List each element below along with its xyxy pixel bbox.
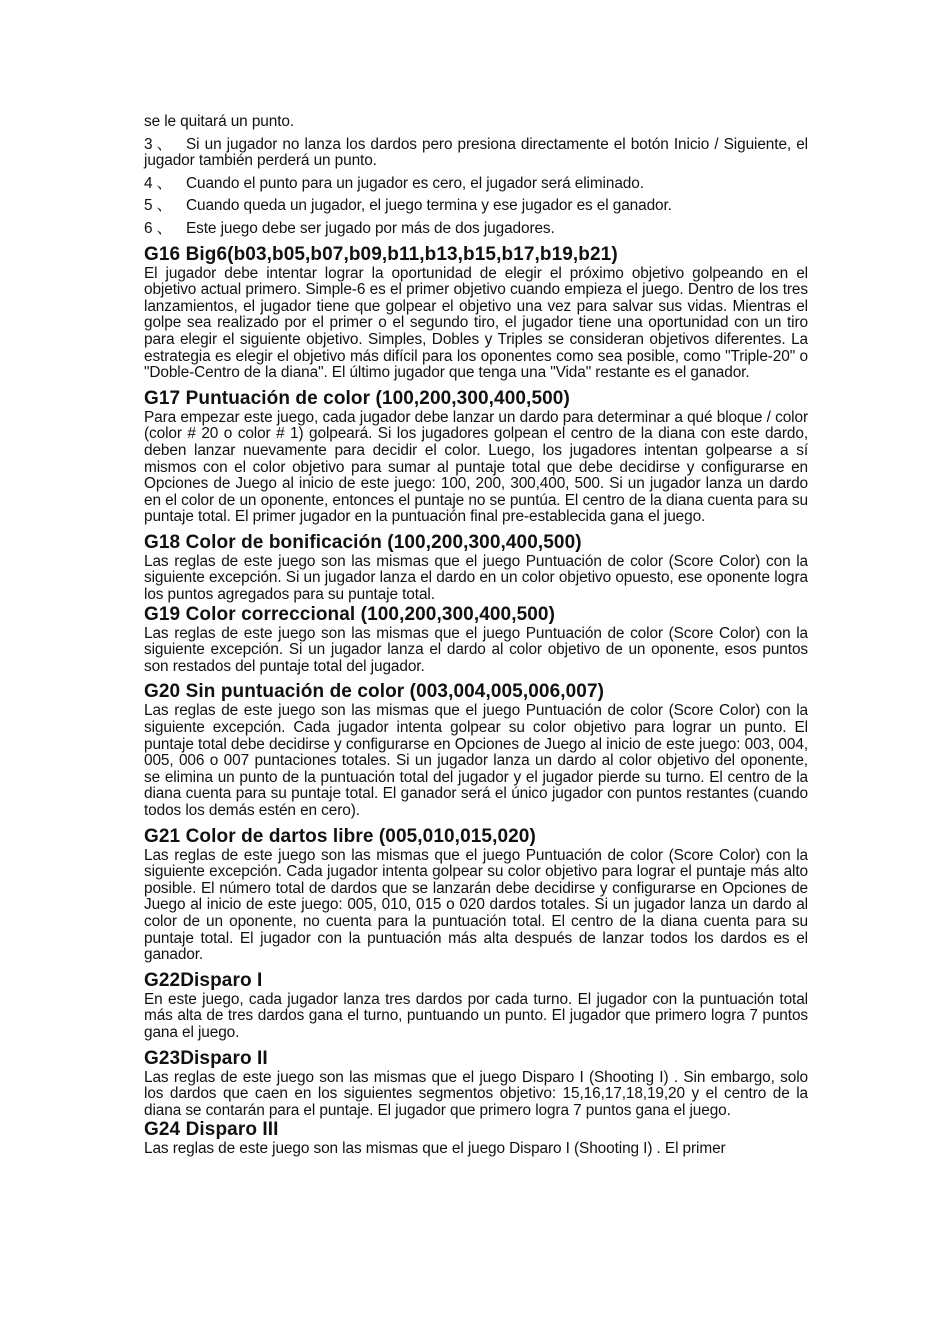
section-body-g18: Las reglas de este juego son las mismas que el juego Puntuación de color (Score Color) con la siguiente excepción. Si un jugador lanza el dardo en un color objetivo opuesto, ese oponente logra los puntos agregados para su puntaje total. — [144, 552, 808, 604]
list-text: Cuando queda un jugador, el juego termina y ese jugador es el ganador. — [186, 197, 672, 215]
list-item-6 — [144, 221, 808, 238]
list-item-5 — [144, 198, 808, 215]
section-heading-g17: G17 Puntuación de color (100,200,300,400,500) — [144, 387, 570, 409]
section-heading-g23: G23Disparo II — [144, 1047, 268, 1069]
list-text: Cuando el punto para un jugador es cero, el jugador será eliminado. — [186, 174, 644, 192]
section-body-g20: Las reglas de este juego son las mismas que el juego Puntuación de color (Score Color) con la siguiente excepción. Cada jugador intenta golpear su color objetivo para lograr un punto. El puntaje total debe decidirse y configurarse en Opciones de Juego al inicio de este juego: 003, 004, 005, 006 o 007 puntaciones totales. Si un jugador lanza un dardo al color objetivo del oponente, se elimina un punto de la puntuación total del jugador y el jugador pierde su turno. El centro de la diana cuenta para su puntaje total. El ganador será el único jugador con puntos restantes (cuando todos los demás estén en cero). — [144, 702, 808, 819]
list-number: 6 、 — [144, 219, 172, 237]
list-number: 4 、 — [144, 174, 172, 192]
section-heading-g21: G21 Color de dartos libre (005,010,015,020) — [144, 825, 536, 847]
section-body-g22: En este juego, cada jugador lanza tres dardos por cada turno. El jugador con la puntuación total más alta de tres dardos gana el turno, puntuando un punto. El jugador que primero logra 7 puntos gana el juego. — [144, 990, 808, 1041]
section-heading-g18: G18 Color de bonificación (100,200,300,400,500) — [144, 531, 582, 553]
section-body-g23: Las reglas de este juego son las mismas que el juego Disparo I (Shooting I) . Sin embargo, solo los dardos que caen en los siguientes segmentos objetivo: 15,16,17,18,19,20 y el centro de la diana se contarán para el puntaje. El jugador que primero logra 7 puntos gana el juego. — [144, 1068, 808, 1119]
list-number: 5 、 — [144, 197, 172, 215]
section-body-g19: Las reglas de este juego son las mismas que el juego Puntuación de color (Score Color) con la siguiente excepción. Si un jugador lanza el dardo al color objetivo de un oponente, esos puntos son restados del puntaje total del jugador. — [144, 624, 808, 675]
list-text: Este juego debe ser jugado por más de dos jugadores. — [186, 219, 555, 237]
section-heading-g20: G20 Sin puntuación de color (003,004,005,006,007) — [144, 681, 605, 703]
document-page — [144, 114, 808, 1158]
section-body-g17: Para empezar este juego, cada jugador debe lanzar un dardo para determinar a qué bloque / color (color # 20 o color # 1) golpeará. Si los jugadores golpean el centro de la diana con este dardo, deben lanzar nuevamente para decidir el color. Luego, los jugadores intentan golpearse a sí mismos con el color objetivo para sumar al puntaje total que debe decidirse y configurarse en Opciones de Juego al inicio de este juego: 100, 200, 300,400, 500. Si un jugador lanza un dardo en el color de un oponente, entonces el puntaje no se puntúa. El centro de la diana cuenta para su puntaje total. El primer jugador en la puntuación final pre-establecida gana el juego. — [144, 408, 808, 526]
section-heading-g19: G19 Color correccional (100,200,300,400,500) — [144, 603, 556, 625]
list-number: 3 、 — [144, 135, 172, 153]
list-item-3 — [144, 137, 808, 170]
section-body-g16: El jugador debe intentar lograr la oportunidad de elegir el próximo objetivo golpeando en el objetivo actual primero. Simple-6 es el primer objetivo cuando empieza el juego. Dentro de los tres lanzamientos, el jugador tiene que golpear el objetivo una vez para salvar sus vidas. Mientras el golpe sea realizado por el primer o el segundo tiro, el jugador tiene una oportunidad con un tiro para elegir el siguiente objetivo. Simples, Dobles y Triples se consideran objetivos diferentes. La estrategia es elegir el objetivo más difícil para los oponentes como sea posible, como "Triple-20" o "Doble-Centro de la diana". El último jugador que tenga una "Vida" restante es el ganador. — [144, 264, 808, 382]
continuation-line: se le quitará un punto. — [144, 113, 295, 130]
section-body-g21: Las reglas de este juego son las mismas que el juego Puntuación de color (Score Color) con la siguiente excepción. Cada jugador intenta golpear su color objetivo para lograr el puntaje más alto posible. El número total de dardos que se lanzarán debe decidirse y configurarse en Opciones de Juego al inicio de este juego: 005, 010, 015 o 020 dardos totales. Si un jugador lanza un dardo al color de un oponente, no cuenta para la puntuación total. El centro de la diana cuenta para su puntaje total. El jugador con la puntuación más alta después de lanzar todos los dardos es el ganador. — [144, 846, 808, 964]
section-heading-g22: G22Disparo I — [144, 969, 263, 991]
section-heading-g24: G24 Disparo III — [144, 1119, 279, 1141]
section-heading-g16: G16 Big6(b03,b05,b07,b09,b11,b13,b15,b17,b19,b21) — [144, 243, 618, 265]
list-item-4 — [144, 176, 808, 193]
list-text: Si un jugador no lanza los dardos pero presiona directamente el botón Inicio / Siguiente, el jugador también perderá un punto. — [144, 135, 808, 170]
section-body-g24: Las reglas de este juego son las mismas que el juego Disparo I (Shooting I) . El primer — [144, 1140, 726, 1158]
